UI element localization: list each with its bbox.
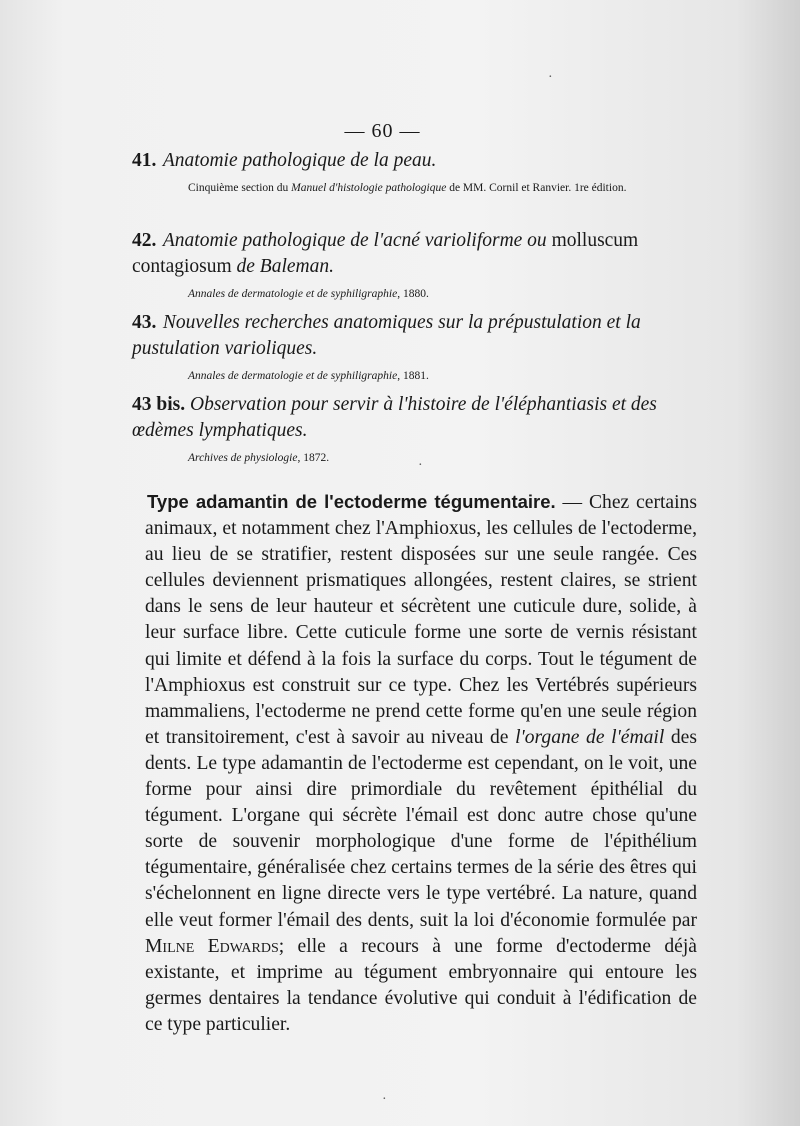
speck-mark: · [382,1092,387,1107]
entry-number: 43. [132,312,157,333]
speck-mark: · [418,458,423,473]
organ-term: l'organe de l'émail [515,726,665,748]
paragraph-text: ; elle a recours à une forme d'ectoderme déjà existante, et imprime au tégument embryonnaire qui entoure les germes dentaires la tendance évolutive qui conduit à l'édification de ce type particulier. [145,935,697,1035]
entry-source: Annales de dermatologie et de syphiligraphie, 1880. [188,288,429,300]
section-heading: Type adamantin de l'ectoderme tégumentaire. [147,491,556,512]
paragraph-text: des dents. Le type adamantin de l'ectoderme est cependant, on le voit, une forme pour ainsi dire primordiale du revêtement épithélial du tégument. L'organe qui sécrète l'émail est donc autre chose qu'une sorte de souvenir morphologique d'une forme de l'épithélium tégumentaire, généralisée chez certains termes de la série des êtres qui s'échelonnent en ligne directe vers le type vertébré. La nature, quand elle veut former l'émail des dents, suit la loi d'économie formulée par [145,726,697,931]
page-number: — 60 — [344,120,421,142]
entry-title: Nouvelles recherches anatomiques sur la prépustulation et la pustulation varioliques. [132,312,641,359]
paragraph-text: — Chez certains animaux, et notamment chez l'Amphioxus, les cellules de l'ectoderme, au lieu de se stratifier, restent disposées sur une seule rangée. Ces cellules deviennent prismatiques allongées, restent claires, se strient dans le sens de leur hauteur et sécrètent une cuticule dure, solide, à leur surface libre. Cette cuticule forme une sorte de vernis résistant qui limite et défend à la fois la surface du corps. Tout le tégument de l'Amphioxus est construit sur ce type. Chez les Vertébrés supérieurs mammaliens, l'ectoderme ne prend cette forme qu'en une seule région et transitoirement, c'est à savoir au niveau de [145,492,697,748]
entry-source: Archives de physiologie, 1872. [188,452,330,464]
entry-title-tail: de Baleman. [231,256,335,277]
entry-title: Anatomie pathologique de la peau. [162,150,437,171]
bibliography-entry [132,228,692,303]
entry-title: Observation pour servir à l'histoire de l'éléphantiasis et des œdèmes lymphatiques. [132,394,657,441]
bibliography-entry [132,148,692,197]
bibliography-entry [132,392,692,467]
entry-number: 41. [132,150,157,171]
speck-mark: · [548,70,553,85]
entry-title: Anatomie pathologique de l'acné varioliforme ou [162,230,547,251]
entry-number: 42. [132,230,157,251]
entry-source: Annales de dermatologie et de syphiligraphie, 1881. [188,370,429,382]
entry-number: 43 bis. [132,394,186,415]
entry-title-roman: molluscum contagiosum [132,230,639,277]
author-name: Milne Edwards [145,935,279,957]
bibliography-entry [132,310,692,385]
body-paragraph [145,489,697,1038]
entry-source: Cinquième section du Manuel d'histologie pathologique de MM. Cornil et Ranvier. 1re édition. [188,182,627,194]
